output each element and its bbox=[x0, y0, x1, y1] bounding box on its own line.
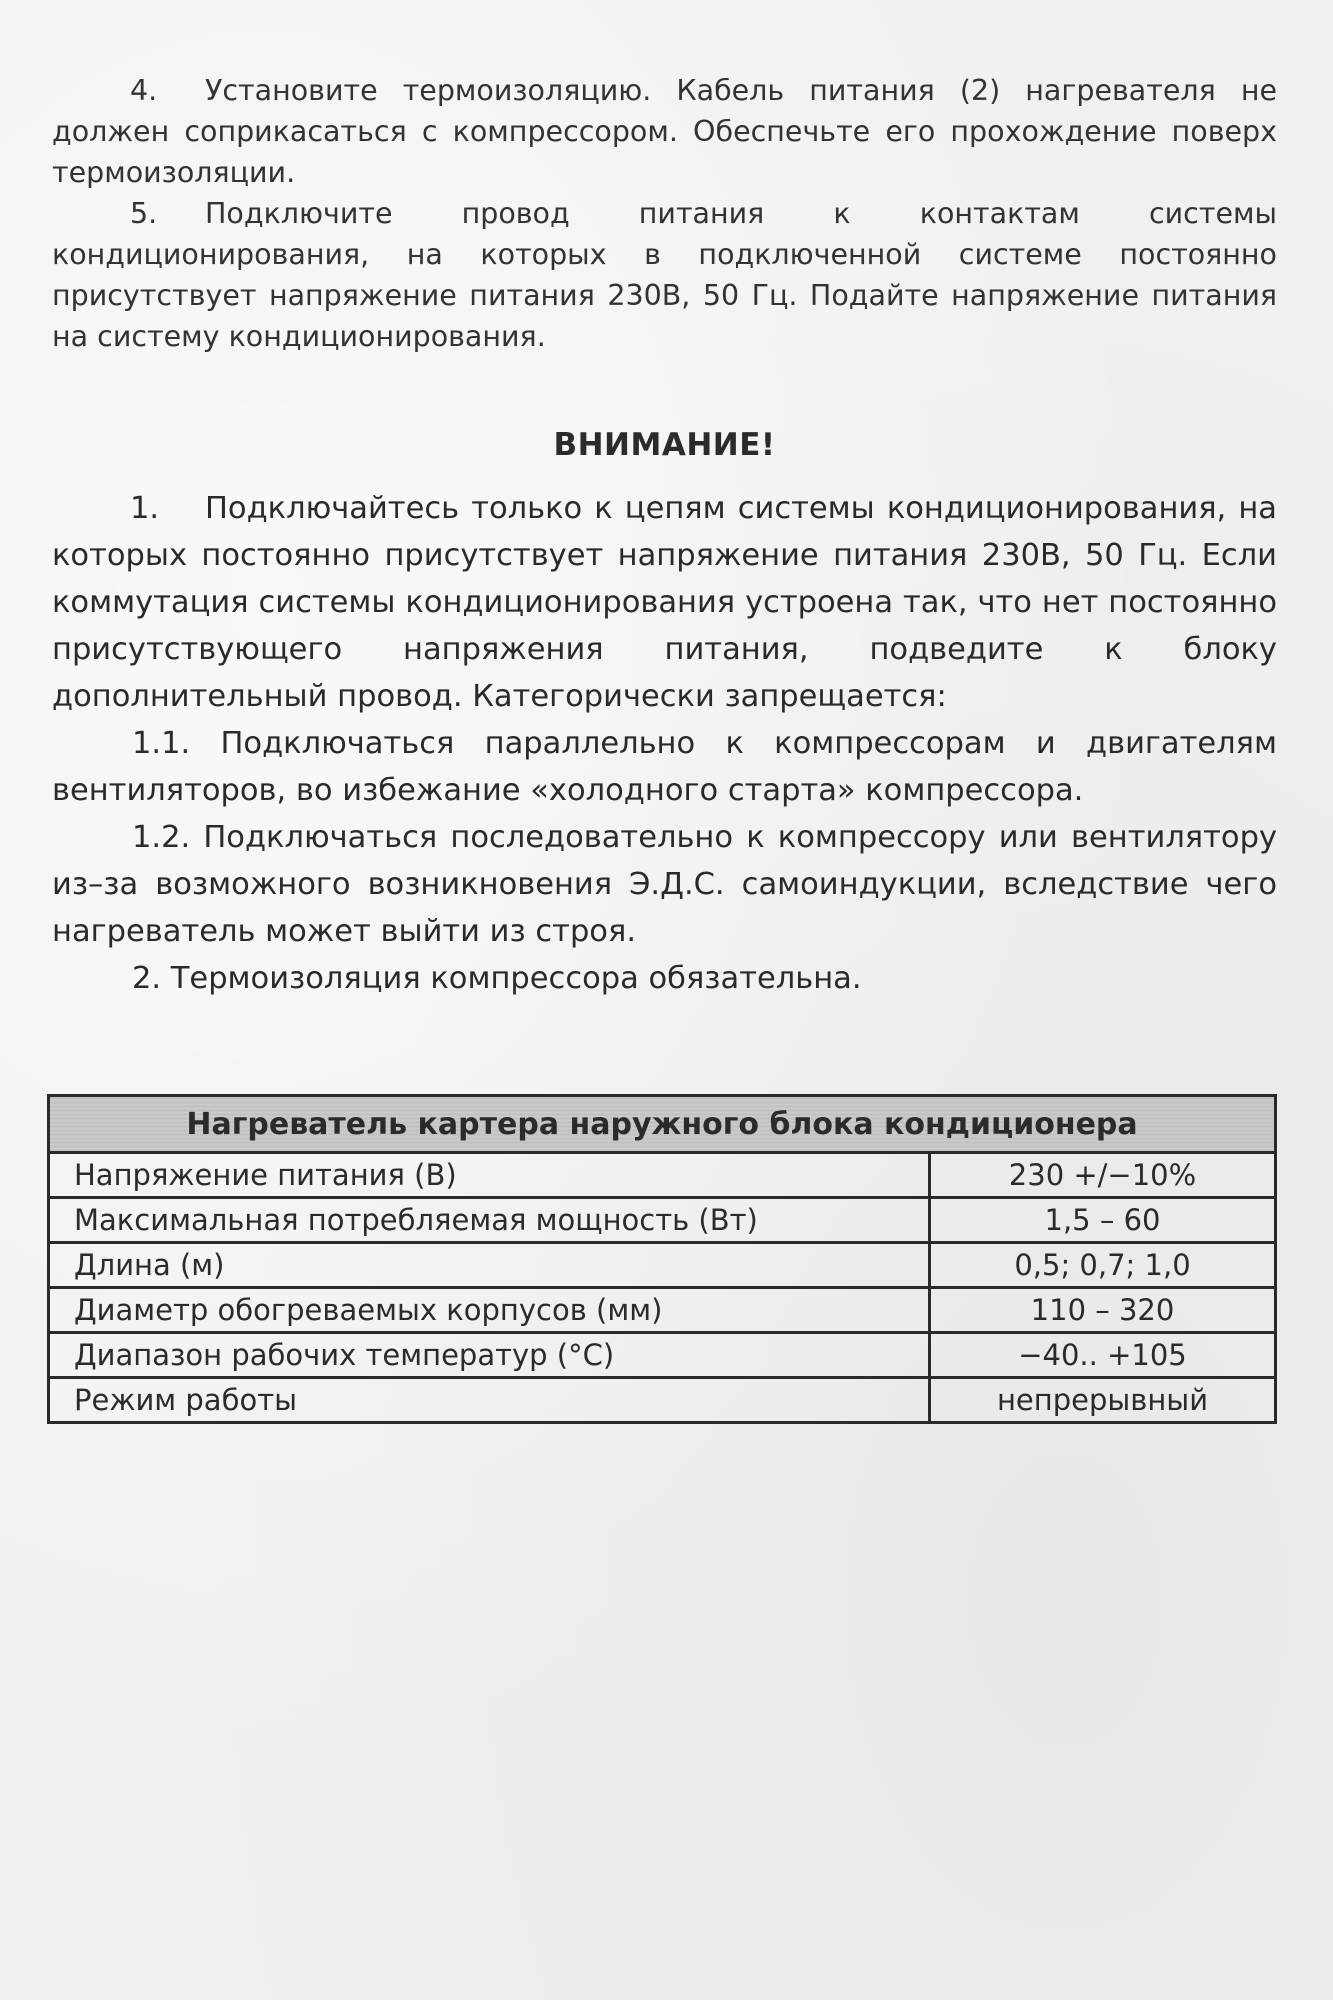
spec-value: 110 – 320 bbox=[930, 1288, 1276, 1333]
spec-param: Напряжение питания (В) bbox=[49, 1153, 930, 1198]
warning-item-1-number: 1. bbox=[130, 491, 160, 526]
installation-steps bbox=[52, 70, 1277, 357]
table-row bbox=[49, 1243, 1276, 1288]
warning-item-1-text: Подключайтесь только к цепям системы кондиционирования, на которых постоянно присутствует напряжение питания 230В, 50 Гц. Если коммутация системы кондиционирования устроена так, что нет постоянно присутствующего напряжения питания, подведите к блоку дополнительный провод. Категорически запрещается: bbox=[52, 491, 1277, 714]
spec-param: Режим работы bbox=[49, 1378, 930, 1423]
table-row bbox=[49, 1333, 1276, 1378]
spec-value: 0,5; 0,7; 1,0 bbox=[930, 1243, 1276, 1288]
warning-item-1-1: 1.1. Подключаться параллельно к компрессорам и двигателям вентиляторов, во избежание «холодного старта» компрессора. bbox=[52, 726, 1277, 808]
spec-table-header-row bbox=[49, 1096, 1276, 1153]
warning-section bbox=[52, 485, 1277, 1002]
spec-table-title: Нагреватель картера наружного блока кондиционера bbox=[49, 1096, 1276, 1153]
table-row bbox=[49, 1153, 1276, 1198]
document-page bbox=[52, 70, 1277, 1002]
spec-param: Длина (м) bbox=[49, 1243, 930, 1288]
table-row bbox=[49, 1198, 1276, 1243]
step-4-number: 4. bbox=[130, 74, 158, 107]
warning-item-2: 2. Термоизоляция компрессора обязательна. bbox=[132, 961, 862, 996]
spec-table bbox=[47, 1094, 1277, 1424]
spec-value: −40.. +105 bbox=[930, 1333, 1276, 1378]
step-5-number: 5. bbox=[130, 197, 158, 230]
spec-param: Диапазон рабочих температур (°С) bbox=[49, 1333, 930, 1378]
spec-value: 1,5 – 60 bbox=[930, 1198, 1276, 1243]
warning-heading: ВНИМАНИЕ! bbox=[553, 427, 776, 463]
spec-param: Диаметр обогреваемых корпусов (мм) bbox=[49, 1288, 930, 1333]
spec-param: Максимальная потребляемая мощность (Вт) bbox=[49, 1198, 930, 1243]
table-row bbox=[49, 1288, 1276, 1333]
step-5 bbox=[52, 193, 1277, 357]
step-4-text: Установите термоизоляцию. Кабель питания (2) нагревателя не должен соприкасаться с компрессором. Обеспечьте его прохождение поверх термоизоляции. bbox=[52, 74, 1277, 189]
spec-value: непрерывный bbox=[930, 1378, 1276, 1423]
step-5-text: Подключите провод питания к контактам системы кондиционирования, на которых в подключенной системе постоянно присутствует напряжение питания 230В, 50 Гц. Подайте напряжение питания на систему кондиционирования. bbox=[52, 197, 1277, 353]
step-4 bbox=[52, 70, 1277, 193]
warning-item-1-2: 1.2. Подключаться последовательно к компрессору или вентилятору из–за возможного возникновения Э.Д.С. самоиндукции, вследствие чего нагреватель может выйти из строя. bbox=[52, 820, 1277, 949]
spec-value: 230 +/−10% bbox=[930, 1153, 1276, 1198]
warning-item-1 bbox=[52, 485, 1277, 720]
table-row bbox=[49, 1378, 1276, 1423]
